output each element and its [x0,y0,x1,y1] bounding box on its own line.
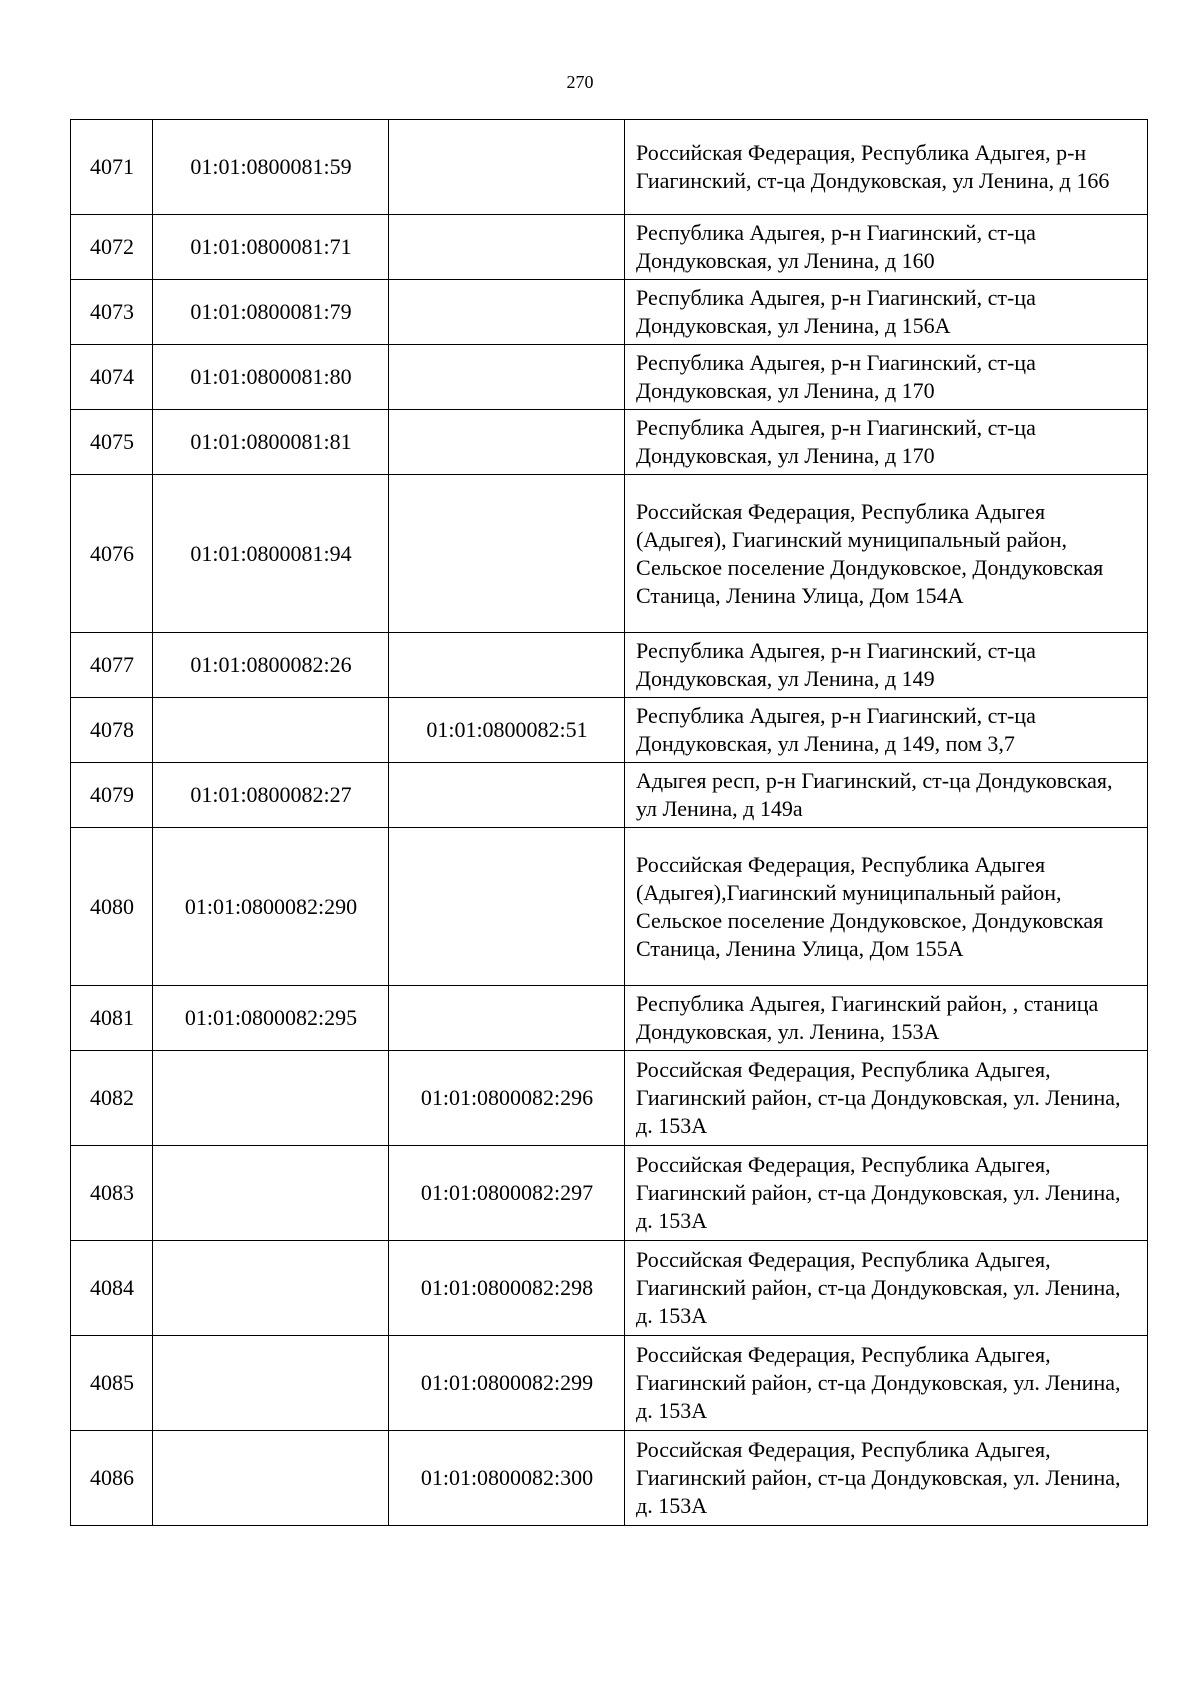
table-row [71,345,1148,410]
cadastral-number-cell: 01:01:0800082:26 [153,633,389,698]
row-number-cell: 4085 [71,1336,153,1431]
related-cadastral-number-cell [389,280,625,345]
row-number-cell: 4074 [71,345,153,410]
address-cell: Российская Федерация, Республика Адыгея, Гиагинский район, ст-ца Дондуковская, ул. Ленина, д. 153А [625,1241,1148,1336]
address-cell: Российская Федерация, Республика Адыгея (Адыгея),Гиагинский муниципальный район, Сельское поселение Дондуковское, Дондуковская Станица, Ленина Улица, Дом 155А [625,828,1148,986]
related-cadastral-number-cell [389,633,625,698]
related-cadastral-number-cell: 01:01:0800082:298 [389,1241,625,1336]
cadastral-number-cell: 01:01:0800081:71 [153,215,389,280]
row-number-cell: 4072 [71,215,153,280]
row-number-cell: 4073 [71,280,153,345]
table-row [71,120,1148,215]
related-cadastral-number-cell: 01:01:0800082:296 [389,1051,625,1146]
table-row [71,1336,1148,1431]
table-row [71,215,1148,280]
row-number-cell: 4079 [71,763,153,828]
table-row [71,1431,1148,1526]
row-number-cell: 4078 [71,698,153,763]
cadastral-number-cell: 01:01:0800081:80 [153,345,389,410]
cadastral-number-cell [153,698,389,763]
cadastral-number-cell [153,1146,389,1241]
address-cell: Республика Адыгея, р-н Гиагинский, ст-ца Дондуковская, ул Ленина, д 149, пом 3,7 [625,698,1148,763]
row-number-cell: 4084 [71,1241,153,1336]
table-row [71,633,1148,698]
address-cell: Российская Федерация, Республика Адыгея, Гиагинский район, ст-ца Дондуковская, ул. Ленина, д. 153А [625,1051,1148,1146]
related-cadastral-number-cell: 01:01:0800082:51 [389,698,625,763]
row-number-cell: 4075 [71,410,153,475]
address-cell: Российская Федерация, Республика Адыгея (Адыгея), Гиагинский муниципальный район, Сельское поселение Дондуковское, Дондуковская Станица, Ленина Улица, Дом 154А [625,475,1148,633]
table-row [71,1051,1148,1146]
address-cell: Республика Адыгея, р-н Гиагинский, ст-ца Дондуковская, ул Ленина, д 149 [625,633,1148,698]
table-row [71,475,1148,633]
table-row [71,1241,1148,1336]
row-number-cell: 4082 [71,1051,153,1146]
related-cadastral-number-cell [389,215,625,280]
table-row [71,410,1148,475]
cadastral-number-cell: 01:01:0800081:81 [153,410,389,475]
related-cadastral-number-cell: 01:01:0800082:299 [389,1336,625,1431]
table-row [71,1146,1148,1241]
address-cell: Республика Адыгея, р-н Гиагинский, ст-ца Дондуковская, ул Ленина, д 170 [625,345,1148,410]
table-row [71,698,1148,763]
address-cell: Республика Адыгея, Гиагинский район, , станица Дондуковская, ул. Ленина, 153А [625,986,1148,1051]
cadastral-number-cell: 01:01:0800082:295 [153,986,389,1051]
row-number-cell: 4080 [71,828,153,986]
cadastral-number-cell [153,1336,389,1431]
related-cadastral-number-cell [389,763,625,828]
table-row [71,986,1148,1051]
related-cadastral-number-cell [389,345,625,410]
address-cell: Российская Федерация, Республика Адыгея, Гиагинский район, ст-ца Дондуковская, ул. Ленина, д. 153А [625,1336,1148,1431]
address-cell: Республика Адыгея, р-н Гиагинский, ст-ца Дондуковская, ул Ленина, д 156А [625,280,1148,345]
table-row [71,763,1148,828]
cadastral-number-cell: 01:01:0800081:79 [153,280,389,345]
related-cadastral-number-cell: 01:01:0800082:297 [389,1146,625,1241]
table-row [71,828,1148,986]
cadastral-number-cell: 01:01:0800081:59 [153,120,389,215]
row-number-cell: 4081 [71,986,153,1051]
cadastral-number-cell [153,1051,389,1146]
address-cell: Российская Федерация, Республика Адыгея, р-н Гиагинский, ст-ца Дондуковская, ул Ленина, д 166 [625,120,1148,215]
address-cell: Российская Федерация, Республика Адыгея, Гиагинский район, ст-ца Дондуковская, ул. Ленина, д. 153А [625,1146,1148,1241]
related-cadastral-number-cell: 01:01:0800082:300 [389,1431,625,1526]
related-cadastral-number-cell [389,986,625,1051]
page-number: 270 [566,72,594,92]
row-number-cell: 4086 [71,1431,153,1526]
row-number-cell: 4076 [71,475,153,633]
cadastral-number-cell [153,1431,389,1526]
registry-table [70,119,1148,1526]
registry-table-body [71,120,1148,1526]
cadastral-number-cell: 01:01:0800081:94 [153,475,389,633]
address-cell: Республика Адыгея, р-н Гиагинский, ст-ца Дондуковская, ул Ленина, д 160 [625,215,1148,280]
address-cell: Адыгея респ, р-н Гиагинский, ст-ца Дондуковская, ул Ленина, д 149а [625,763,1148,828]
address-cell: Российская Федерация, Республика Адыгея, Гиагинский район, ст-ца Дондуковская, ул. Ленина, д. 153А [625,1431,1148,1526]
related-cadastral-number-cell [389,475,625,633]
address-cell: Республика Адыгея, р-н Гиагинский, ст-ца Дондуковская, ул Ленина, д 170 [625,410,1148,475]
related-cadastral-number-cell [389,410,625,475]
cadastral-number-cell: 01:01:0800082:27 [153,763,389,828]
cadastral-number-cell [153,1241,389,1336]
row-number-cell: 4077 [71,633,153,698]
related-cadastral-number-cell [389,120,625,215]
row-number-cell: 4071 [71,120,153,215]
cadastral-number-cell: 01:01:0800082:290 [153,828,389,986]
row-number-cell: 4083 [71,1146,153,1241]
related-cadastral-number-cell [389,828,625,986]
table-row [71,280,1148,345]
